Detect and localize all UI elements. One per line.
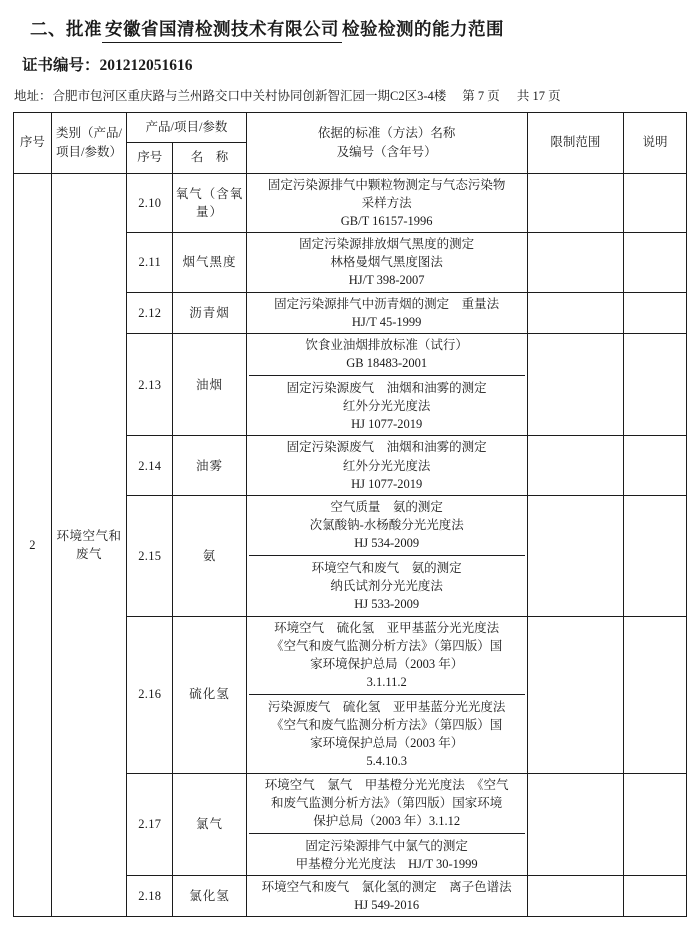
limit-cell xyxy=(527,292,623,333)
product-name: 氨 xyxy=(173,495,246,616)
standard-line: 3.1.11.2 xyxy=(366,674,407,689)
standard-line: 环境空气 硫化氢 亚甲基蓝分光光度法 xyxy=(274,620,500,635)
page-title xyxy=(0,16,700,43)
header-category-line1: 类别（产品/ xyxy=(55,125,122,140)
standard-block xyxy=(249,438,525,492)
standard-cell xyxy=(246,292,527,333)
product-name xyxy=(173,173,246,232)
product-name: 硫化氢 xyxy=(173,616,246,773)
certificate-number-line xyxy=(0,53,700,75)
limit-cell xyxy=(527,495,623,616)
standard-cell xyxy=(246,233,527,292)
header-category-line2: 项目/参数） xyxy=(55,144,122,159)
standard-line: 红外分光光度法 xyxy=(342,458,431,473)
note-cell xyxy=(624,495,687,616)
note-cell xyxy=(624,333,687,436)
product-seq: 2.15 xyxy=(127,495,173,616)
product-seq: 2.13 xyxy=(127,333,173,436)
standard-line: 固定污染源排气中颗粒物测定与气态污染物 xyxy=(267,177,506,192)
standard-line: HJ/T 398-2007 xyxy=(348,273,425,288)
title-suffix: 检验检测的能力范围 xyxy=(342,19,504,39)
product-seq: 2.10 xyxy=(127,173,173,232)
product-name: 油烟 xyxy=(173,333,246,436)
standard-block xyxy=(249,375,525,433)
standard-line: 和废气监测分析方法》（第四版）国家环境 xyxy=(271,795,503,810)
product-seq: 2.12 xyxy=(127,292,173,333)
note-cell xyxy=(624,616,687,773)
header-note: 说明 xyxy=(624,113,687,174)
limit-cell xyxy=(527,436,623,495)
page-total: 共 17 页 xyxy=(516,89,561,103)
document-page xyxy=(0,16,700,942)
standard-block xyxy=(249,498,525,552)
product-seq: 2.11 xyxy=(127,233,173,292)
title-prefix: 二、批准 xyxy=(30,19,102,39)
note-cell xyxy=(624,173,687,232)
product-name: 烟气黑度 xyxy=(173,233,246,292)
product-name: 氯化氢 xyxy=(173,876,246,917)
header-standard-line2: 及编号（含年号） xyxy=(336,144,437,159)
note-cell xyxy=(624,233,687,292)
standard-line: HJ 534-2009 xyxy=(354,536,420,550)
header-product-name: 名 称 xyxy=(173,143,246,173)
limit-cell xyxy=(527,616,623,773)
standard-line: HJ 1077-2019 xyxy=(351,476,423,491)
standard-cell xyxy=(246,495,527,616)
product-seq: 2.14 xyxy=(127,436,173,495)
standard-line: 固定污染源废气 油烟和油雾的测定 xyxy=(286,440,487,455)
standard-line: HJ 533-2009 xyxy=(354,597,420,612)
standard-line: 空气质量 氨的测定 xyxy=(330,499,443,514)
standard-line: 固定污染源排气中氯气的测定 xyxy=(305,838,468,853)
standard-line: GB/T 16157-1996 xyxy=(340,214,433,228)
limit-cell xyxy=(527,233,623,292)
header-seq-label: 序号 xyxy=(19,135,45,150)
standard-line: 林格曼烟气黑度图法 xyxy=(330,255,443,270)
group-category-line1: 环境空气和 xyxy=(56,528,122,543)
standard-line: HJ 549-2016 xyxy=(354,898,420,913)
standard-cell xyxy=(246,876,527,917)
capability-table xyxy=(13,112,687,917)
header-product-seq: 序号 xyxy=(127,143,173,173)
header-standard-line1: 依据的标准（方法）名称 xyxy=(317,125,456,140)
standard-block xyxy=(249,619,525,692)
title-company: 安徽省国清检测技术有限公司 xyxy=(102,16,342,43)
standard-cell xyxy=(246,333,527,436)
header-seq xyxy=(14,113,52,174)
limit-cell xyxy=(527,773,623,876)
standard-line: 固定污染源排放烟气黑度的测定 xyxy=(299,237,475,252)
standard-block xyxy=(249,295,525,331)
note-cell xyxy=(624,292,687,333)
note-cell xyxy=(624,773,687,876)
limit-cell xyxy=(527,876,623,917)
standard-line: 《空气和废气监测分析方法》（第四版）国 xyxy=(271,718,503,733)
standard-line: 固定污染源废气 油烟和油雾的测定 xyxy=(286,381,487,395)
standard-line: 次氯酸钠-水杨酸分光光度法 xyxy=(309,517,464,532)
standard-line: 纳氏试剂分光光度法 xyxy=(330,579,443,594)
standard-block xyxy=(249,555,525,613)
standard-line: 家环境保护总局（2003 年） xyxy=(310,656,464,671)
standard-line: HJ/T 45-1999 xyxy=(351,314,422,329)
standard-line: 环境空气和废气 氨的测定 xyxy=(311,561,462,576)
standard-line: 家环境保护总局（2003 年） xyxy=(310,736,464,751)
header-standard xyxy=(246,113,527,174)
address-label: 地址： xyxy=(14,89,52,103)
standard-line: 红外分光光度法 xyxy=(342,399,431,414)
page-current: 第 7 页 xyxy=(462,89,500,103)
standard-line: 采样方法 xyxy=(361,195,412,210)
standard-line: 甲基橙分光光度法 HJ/T 30-1999 xyxy=(295,857,478,871)
standard-line: HJ 1077-2019 xyxy=(351,417,423,432)
standard-block xyxy=(249,176,525,230)
standard-block xyxy=(249,235,525,289)
standard-cell xyxy=(246,773,527,876)
standard-cell xyxy=(246,436,527,495)
table-row xyxy=(14,173,687,232)
product-seq: 2.17 xyxy=(127,773,173,876)
standard-block xyxy=(249,878,525,914)
standard-line: 环境空气 氯气 甲基橙分光光度法 《空气 xyxy=(264,777,509,792)
standard-line: 保护总局（2003 年）3.1.12 xyxy=(313,813,461,828)
standard-block xyxy=(249,776,525,830)
standard-block xyxy=(249,694,525,771)
standard-line: 污染源废气 硫化氢 亚甲基蓝分光光度法 xyxy=(267,700,506,714)
product-name-line: 量） xyxy=(196,204,224,219)
note-cell xyxy=(624,436,687,495)
group-category-line2: 废气 xyxy=(75,547,102,562)
certificate-label: 证书编号： xyxy=(22,57,100,74)
address-line xyxy=(0,86,700,104)
product-name: 氯气 xyxy=(173,773,246,876)
standard-line: 饮食业油烟排放标准（试行） xyxy=(305,337,468,352)
group-category xyxy=(51,173,126,917)
standard-cell xyxy=(246,616,527,773)
standard-line: 《空气和废气监测分析方法》（第四版）国 xyxy=(271,638,503,653)
standard-block xyxy=(249,833,525,873)
limit-cell xyxy=(527,333,623,436)
product-name-line: 氧气（含氧 xyxy=(175,186,244,201)
standard-line: 固定污染源排气中沥青烟的测定 重量法 xyxy=(274,296,500,311)
standard-line: 5.4.10.3 xyxy=(366,754,407,769)
header-limit: 限制范围 xyxy=(527,113,623,174)
product-seq: 2.16 xyxy=(127,616,173,773)
certificate-number: 201212051616 xyxy=(99,57,193,74)
address-text: 合肥市包河区重庆路与兰州路交口中关村协同创新智汇园一期C2区3-4楼 xyxy=(52,89,447,103)
group-seq: 2 xyxy=(14,173,52,917)
limit-cell xyxy=(527,173,623,232)
header-category xyxy=(51,113,126,174)
page-indicator xyxy=(462,86,560,104)
product-seq: 2.18 xyxy=(127,876,173,917)
table-header-row-1 xyxy=(14,113,687,143)
header-product: 产品/项目/参数 xyxy=(127,113,247,143)
standard-line: 环境空气和废气 氯化氢的测定 离子色谱法 xyxy=(261,880,512,895)
note-cell xyxy=(624,876,687,917)
standard-cell xyxy=(246,173,527,232)
standard-line: GB 18483-2001 xyxy=(346,355,428,370)
standard-block xyxy=(249,336,525,372)
product-name: 沥青烟 xyxy=(173,292,246,333)
product-name: 油雾 xyxy=(173,436,246,495)
